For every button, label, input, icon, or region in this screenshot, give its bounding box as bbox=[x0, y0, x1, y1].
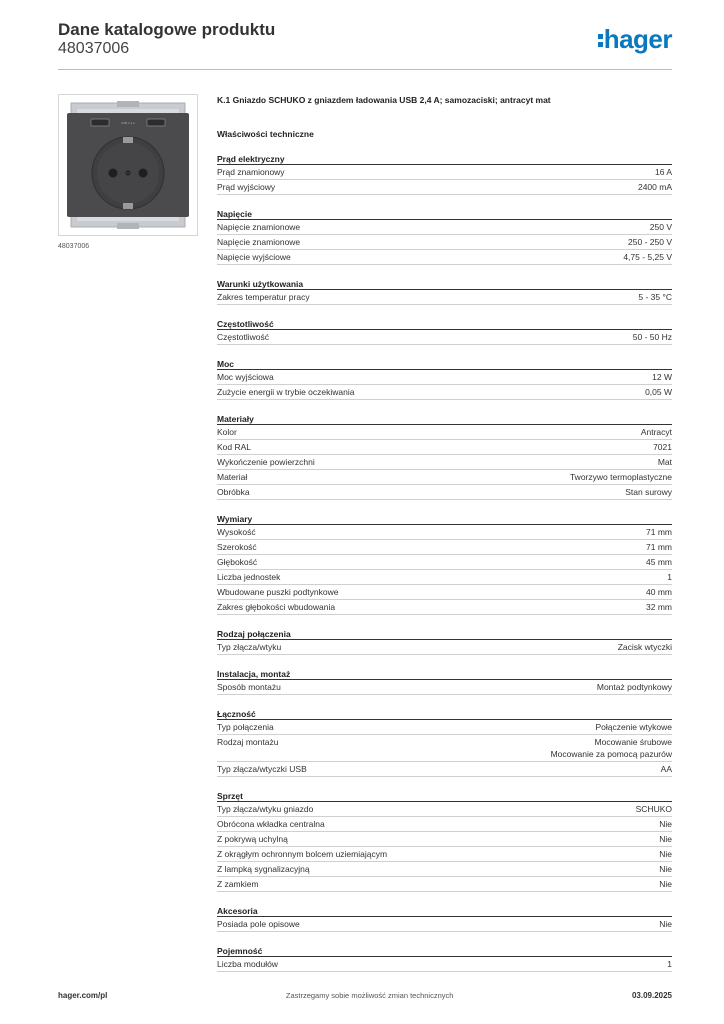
product-image-caption: 48037006 bbox=[58, 243, 90, 250]
spec-label: Sposób montażu bbox=[217, 682, 281, 692]
spec-group bbox=[217, 318, 672, 345]
spec-value bbox=[633, 331, 672, 343]
spec-row bbox=[217, 957, 672, 972]
page-header bbox=[58, 20, 672, 70]
spec-group bbox=[217, 790, 672, 892]
spec-label: Rodzaj montażu bbox=[217, 737, 279, 747]
spec-label: Z okrągłym ochronnym bolcem uziemiającym bbox=[217, 849, 388, 859]
spec-row bbox=[217, 555, 672, 570]
spec-group bbox=[217, 668, 672, 695]
spec-label: Moc wyjściowa bbox=[217, 372, 274, 382]
socket-illustration-icon bbox=[63, 99, 193, 231]
page-title: Dane katalogowe produktu bbox=[58, 20, 276, 39]
spec-label: Materiał bbox=[217, 472, 248, 482]
spec-value-line: 5 - 35 °C bbox=[638, 292, 672, 302]
spec-value-line: AA bbox=[660, 764, 672, 774]
spec-value bbox=[667, 571, 672, 583]
spec-label: Prąd wyjściowy bbox=[217, 182, 276, 192]
spec-label: Zakres głębokości wbudowania bbox=[217, 602, 336, 612]
spec-row bbox=[217, 762, 672, 777]
spec-value bbox=[623, 251, 672, 263]
spec-row bbox=[217, 680, 672, 695]
spec-row bbox=[217, 585, 672, 600]
spec-row bbox=[217, 220, 672, 235]
footer-date: 03.09.2025 bbox=[631, 991, 672, 1000]
spec-value bbox=[659, 878, 672, 890]
spec-value bbox=[653, 441, 672, 453]
spec-value-line: 45 mm bbox=[646, 557, 672, 567]
spec-label: Typ złącza/wtyczki USB bbox=[217, 764, 307, 774]
spec-value bbox=[638, 181, 672, 193]
spec-group-title: Materiały bbox=[217, 413, 672, 425]
spec-label: Częstotliwość bbox=[217, 332, 269, 342]
spec-value bbox=[597, 681, 672, 693]
spec-value bbox=[551, 736, 672, 760]
spec-label: Z lampką sygnalizacyjną bbox=[217, 864, 310, 874]
product-image bbox=[58, 94, 198, 236]
spec-label: Prąd znamionowy bbox=[217, 167, 285, 177]
spec-value-line: 71 mm bbox=[646, 542, 672, 552]
spec-row bbox=[217, 600, 672, 615]
spec-value-line: 50 - 50 Hz bbox=[632, 332, 672, 342]
spec-value bbox=[659, 848, 672, 860]
spec-group bbox=[217, 945, 672, 972]
spec-value bbox=[638, 291, 672, 303]
hager-logo bbox=[598, 26, 672, 52]
spec-row bbox=[217, 455, 672, 470]
spec-row bbox=[217, 180, 672, 195]
spec-row bbox=[217, 817, 672, 832]
spec-row bbox=[217, 440, 672, 455]
spec-value-line: Mat bbox=[657, 457, 672, 467]
spec-label: Wbudowane puszki podtynkowe bbox=[217, 587, 339, 597]
spec-label: Szerokość bbox=[217, 542, 257, 552]
spec-label: Obrócona wkładka centralna bbox=[217, 819, 325, 829]
spec-label: Wysokość bbox=[217, 527, 256, 537]
spec-value-line: 71 mm bbox=[646, 527, 672, 537]
spec-row bbox=[217, 250, 672, 265]
spec-value bbox=[659, 833, 672, 845]
spec-row bbox=[217, 735, 672, 762]
spec-row bbox=[217, 385, 672, 400]
spec-row bbox=[217, 485, 672, 500]
spec-row bbox=[217, 165, 672, 180]
spec-label: Posiada pole opisowe bbox=[217, 919, 300, 929]
logo-mark-icon bbox=[598, 34, 603, 47]
spec-value-line: Nie bbox=[659, 834, 672, 844]
spec-group-title: Prąd elektryczny bbox=[217, 153, 672, 165]
spec-value bbox=[659, 818, 672, 830]
spec-row bbox=[217, 425, 672, 440]
spec-group bbox=[217, 905, 672, 932]
spec-value-line: Antracyt bbox=[640, 427, 672, 437]
spec-row bbox=[217, 470, 672, 485]
usb-label: USB 2,4 A bbox=[121, 121, 135, 125]
spec-group bbox=[217, 628, 672, 655]
spec-value bbox=[641, 426, 672, 438]
spec-label: Typ złącza/wtyku gniazdo bbox=[217, 804, 314, 814]
spec-row bbox=[217, 862, 672, 877]
spec-label: Liczba jednostek bbox=[217, 572, 281, 582]
logo-text: hager bbox=[603, 24, 672, 54]
spec-group-title: Instalacja, montaż bbox=[217, 668, 672, 680]
spec-label: Zużycie energii w trybie oczekiwania bbox=[217, 387, 355, 397]
spec-value-line: Połączenie wtykowe bbox=[595, 722, 672, 732]
spec-value bbox=[645, 386, 672, 398]
spec-value-line: 32 mm bbox=[646, 602, 672, 612]
footer-note: Zastrzegamy sobie możliwość zmian technicznych bbox=[285, 991, 454, 1000]
spec-value-line: 250 V bbox=[649, 222, 672, 232]
spec-value-line: Mocowanie za pomocą pazurów bbox=[550, 749, 672, 759]
spec-value-line: 16 A bbox=[654, 167, 672, 177]
spec-value bbox=[618, 641, 672, 653]
spec-value bbox=[570, 471, 672, 483]
spec-group-title: Łączność bbox=[217, 708, 672, 720]
spec-group-title: Napięcie bbox=[217, 208, 672, 220]
spec-label: Głębokość bbox=[217, 557, 258, 567]
spec-row bbox=[217, 290, 672, 305]
spec-column bbox=[217, 94, 672, 972]
spec-value bbox=[646, 586, 672, 598]
spec-value bbox=[658, 456, 672, 468]
spec-groups bbox=[217, 153, 672, 972]
spec-row bbox=[217, 370, 672, 385]
spec-group bbox=[217, 153, 672, 195]
spec-row bbox=[217, 720, 672, 735]
spec-label: Obróbka bbox=[217, 487, 250, 497]
product-description: K.1 Gniazdo SCHUKO z gniazdem ładowania USB 2,4 A; samozaciski; antracyt mat bbox=[217, 95, 551, 105]
spec-group bbox=[217, 208, 672, 265]
spec-group-title: Akcesoria bbox=[217, 905, 672, 917]
spec-row bbox=[217, 525, 672, 540]
spec-value bbox=[595, 721, 672, 733]
spec-value bbox=[646, 556, 672, 568]
spec-value bbox=[659, 918, 672, 930]
spec-group bbox=[217, 413, 672, 500]
spec-value-line: 40 mm bbox=[646, 587, 672, 597]
spec-label: Zakres temperatur pracy bbox=[217, 292, 310, 302]
spec-value-line: Nie bbox=[659, 919, 672, 929]
spec-row bbox=[217, 235, 672, 250]
spec-value bbox=[655, 166, 672, 178]
spec-value-line: SCHUKO bbox=[635, 804, 672, 814]
spec-value-line: 2400 mA bbox=[637, 182, 672, 192]
footer-url[interactable]: hager.com/pl bbox=[58, 991, 108, 1000]
spec-label: Z zamkiem bbox=[217, 879, 259, 889]
spec-value bbox=[646, 601, 672, 613]
spec-group bbox=[217, 358, 672, 400]
spec-label: Napięcie znamionowe bbox=[217, 237, 301, 247]
spec-label: Z pokrywą uchylną bbox=[217, 834, 288, 844]
spec-group-title: Rodzaj połączenia bbox=[217, 628, 672, 640]
spec-value-line: Nie bbox=[659, 879, 672, 889]
spec-group-title: Wymiary bbox=[217, 513, 672, 525]
spec-value bbox=[646, 541, 672, 553]
spec-row bbox=[217, 832, 672, 847]
spec-group-title: Warunki użytkowania bbox=[217, 278, 672, 290]
spec-group bbox=[217, 708, 672, 777]
spec-group-title: Sprzęt bbox=[217, 790, 672, 802]
spec-value bbox=[659, 863, 672, 875]
spec-value bbox=[667, 958, 672, 970]
spec-row bbox=[217, 802, 672, 817]
page-footer bbox=[58, 991, 672, 1000]
spec-value-line: Mocowanie śrubowe bbox=[594, 737, 672, 747]
spec-row bbox=[217, 847, 672, 862]
spec-value-line: Nie bbox=[659, 849, 672, 859]
spec-row bbox=[217, 877, 672, 892]
section-header: Właściwości techniczne bbox=[217, 129, 314, 139]
spec-label: Kolor bbox=[217, 427, 237, 437]
spec-value-line: 4,75 - 5,25 V bbox=[623, 252, 672, 262]
spec-value-line: Zacisk wtyczki bbox=[617, 642, 672, 652]
spec-row bbox=[217, 540, 672, 555]
spec-value-line: 250 - 250 V bbox=[628, 237, 672, 247]
spec-value bbox=[646, 526, 672, 538]
spec-value-line: 7021 bbox=[653, 442, 672, 452]
spec-value-line: 0,05 W bbox=[645, 387, 672, 397]
spec-value-line: Nie bbox=[659, 864, 672, 874]
spec-value bbox=[625, 486, 672, 498]
spec-label: Typ połączenia bbox=[217, 722, 274, 732]
spec-value-line: 12 W bbox=[652, 372, 672, 382]
spec-group bbox=[217, 278, 672, 305]
spec-label: Kod RAL bbox=[217, 442, 252, 452]
spec-label: Napięcie znamionowe bbox=[217, 222, 301, 232]
spec-label: Wykończenie powierzchni bbox=[217, 457, 315, 467]
spec-label: Typ złącza/wtyku bbox=[217, 642, 282, 652]
product-image-column bbox=[58, 94, 198, 250]
spec-group-title: Częstotliwość bbox=[217, 318, 672, 330]
spec-row bbox=[217, 640, 672, 655]
spec-group-title: Moc bbox=[217, 358, 672, 370]
spec-group-title: Pojemność bbox=[217, 945, 672, 957]
spec-value-line: Tworzywo termoplastyczne bbox=[569, 472, 672, 482]
spec-value bbox=[628, 236, 672, 248]
spec-group bbox=[217, 513, 672, 615]
spec-row bbox=[217, 917, 672, 932]
spec-value bbox=[636, 803, 672, 815]
spec-value-line: Nie bbox=[659, 819, 672, 829]
product-number: 48037006 bbox=[58, 40, 130, 57]
spec-label: Liczba modułów bbox=[217, 959, 278, 969]
spec-row bbox=[217, 570, 672, 585]
spec-value bbox=[652, 371, 672, 383]
spec-value-line: Stan surowy bbox=[625, 487, 672, 497]
spec-value-line: Montaż podtynkowy bbox=[596, 682, 672, 692]
spec-value-line: 1 bbox=[667, 959, 672, 969]
spec-label: Napięcie wyjściowe bbox=[217, 252, 291, 262]
spec-value bbox=[661, 763, 672, 775]
spec-row bbox=[217, 330, 672, 345]
spec-value bbox=[650, 221, 672, 233]
spec-value-line: 1 bbox=[667, 572, 672, 582]
